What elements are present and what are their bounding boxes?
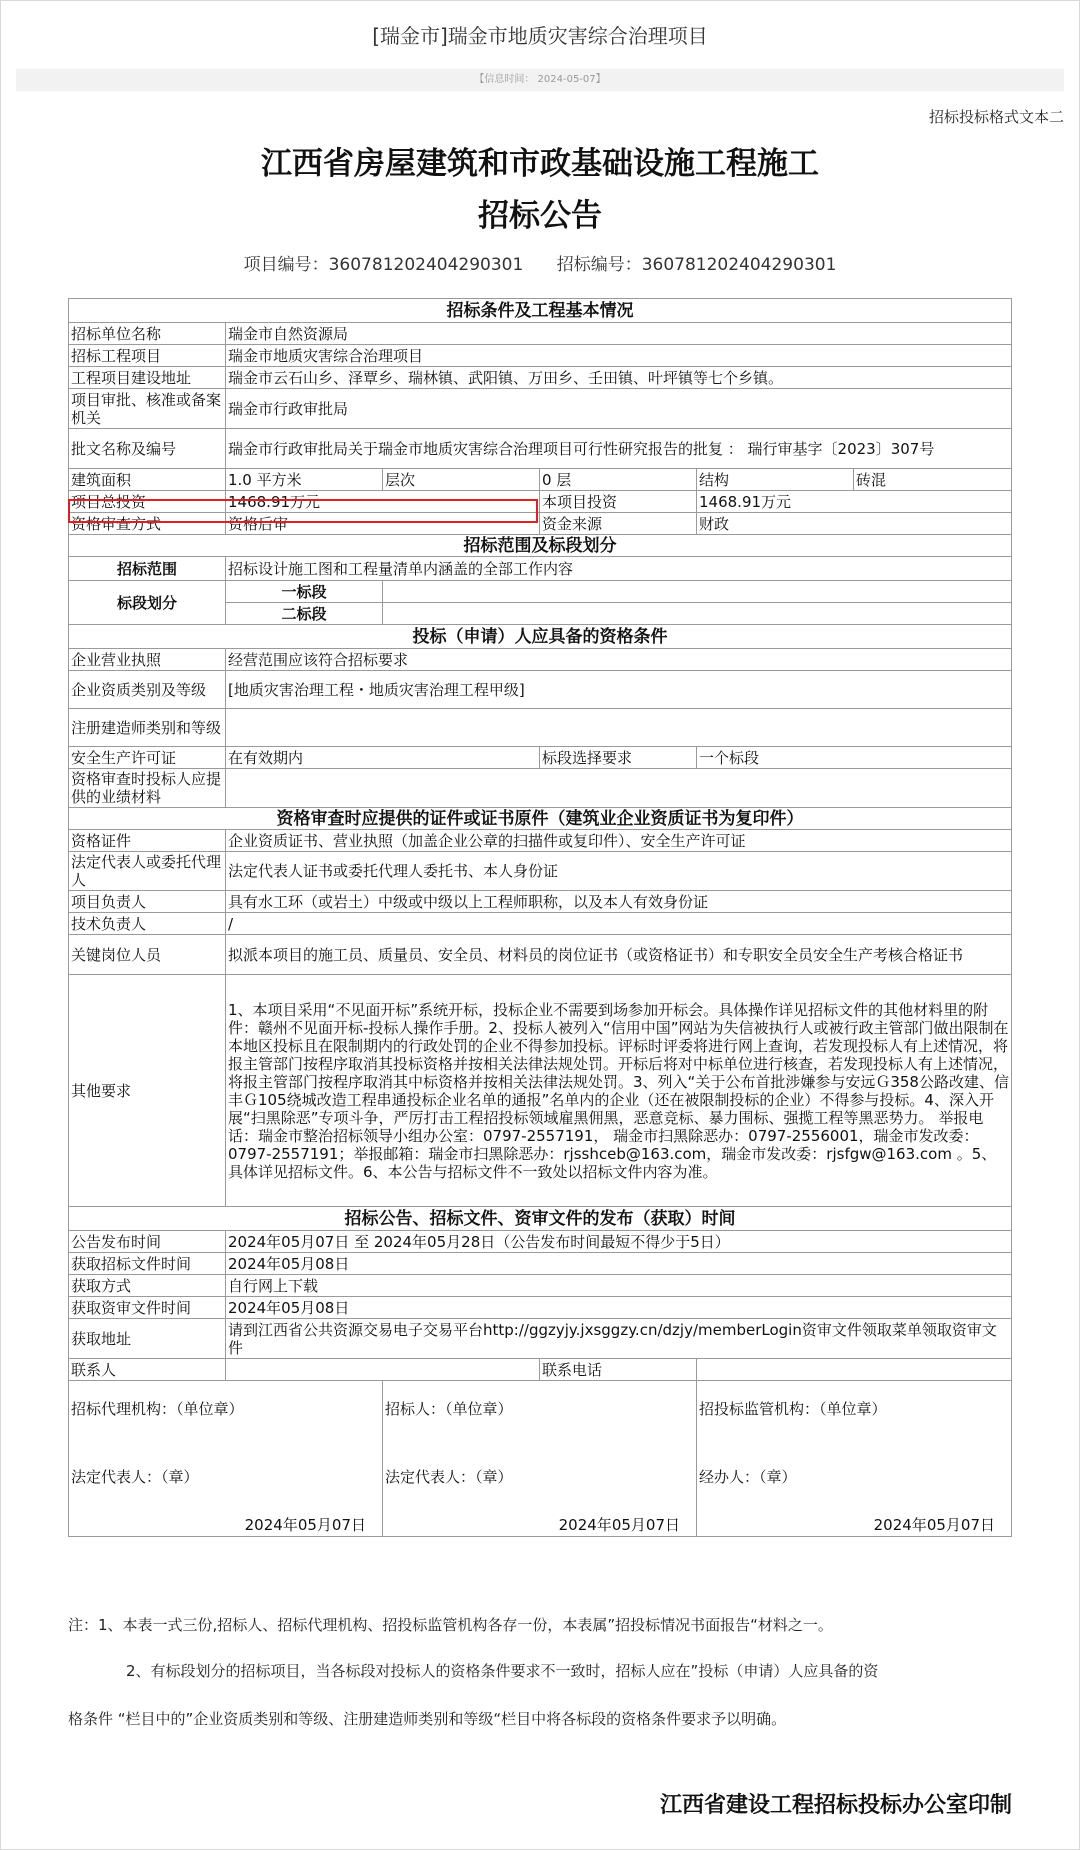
label-engineer: 注册建造师类别和等级	[69, 709, 226, 747]
section-scope: 招标范围及标段划分	[69, 535, 1012, 557]
signature-tenderer	[383, 1381, 697, 1537]
agent-org-seal: 招标代理机构：（单位章）	[71, 1400, 244, 1418]
label-lots: 标段划分	[69, 581, 226, 625]
value-tenderer: 瑞金市自然资源局	[226, 323, 1012, 345]
label-cert: 资格证件	[69, 830, 226, 852]
tenderer-date: 2024年05月07日	[558, 1516, 680, 1534]
label-floors: 层次	[383, 469, 540, 491]
label-notice-time: 公告发布时间	[69, 1231, 226, 1253]
label-approval-doc: 批文名称及编号	[69, 429, 226, 469]
value-legal: 法定代表人证书或委托代理人委托书、本人身份证	[226, 852, 1012, 891]
supervisor-org-seal: 招投标监管机构：（单位章）	[699, 1400, 887, 1418]
agent-rep-seal: 法定代表人：（章）	[71, 1468, 199, 1486]
section-publish: 招标公告、招标文件、资审文件的发布（获取）时间	[69, 1207, 1012, 1231]
value-tech: /	[226, 913, 1012, 935]
investment-highlight-box	[68, 499, 538, 523]
label-get-review-time: 获取资审文件时间	[69, 1297, 226, 1319]
section-basic: 招标条件及工程基本情况	[69, 299, 1012, 323]
format-label: 招标投标格式文本二	[928, 108, 1064, 126]
value-approval-doc: 瑞金市行政审批局关于瑞金市地质灾害综合治理项目可行性研究报告的批复 ： 瑞行审基字〔2023〕307号	[226, 429, 1012, 469]
label-method: 获取方式	[69, 1275, 226, 1297]
tender-code: 招标编号：360781202404290301	[556, 255, 837, 275]
label-location: 工程项目建设地址	[69, 367, 226, 389]
label-fund: 资金来源	[540, 513, 697, 535]
label-structure: 结构	[697, 469, 854, 491]
note-1: 注：1、本表一式三份,招标人、招标代理机构、招投标监管机构各存一份，本表属”招投标情况书面报告“材料之一。	[68, 1616, 833, 1634]
label-phone: 联系电话	[540, 1359, 697, 1381]
label-contact: 联系人	[69, 1359, 226, 1381]
lot-1: 一标段	[226, 581, 383, 603]
doc-title-line2: 招标公告	[478, 198, 602, 234]
value-phone	[697, 1359, 1012, 1381]
label-safety: 安全生产许可证	[69, 747, 226, 769]
value-cert: 企业资质证书、营业执照（加盖企业公章的扫描件或复印件）、安全生产许可证	[226, 830, 1012, 852]
value-license: 经营范围应该符合招标要求	[226, 649, 1012, 671]
value-total-invest: 1468.91万元	[226, 491, 540, 513]
footer-org: 江西省建设工程招标投标办公室印制	[659, 1792, 1012, 1818]
value-grade: [地质灾害治理工程・地质灾害治理工程甲级]	[226, 671, 1012, 709]
label-this-invest: 本项目投资	[540, 491, 697, 513]
label-legal: 法定代表人或委托代理人	[69, 852, 226, 891]
value-project: 瑞金市地质灾害综合治理项目	[226, 345, 1012, 367]
note-2b: 格条件 “栏目中的”企业资质类别和等级、注册建造师类别和等级“栏目中将各标段的资格条件要求予以明确。	[68, 1710, 787, 1728]
value-floors: 0 层	[540, 469, 697, 491]
signature-agent	[69, 1381, 383, 1537]
label-address: 获取地址	[69, 1319, 226, 1359]
value-get-doc-time: 2024年05月08日	[226, 1253, 1012, 1275]
label-area: 建筑面积	[69, 469, 226, 491]
value-lot-choice: 一个标段	[697, 747, 1012, 769]
value-area: 1.0 平方米	[226, 469, 383, 491]
supervisor-rep-seal: 经办人：（章）	[699, 1468, 797, 1486]
doc-title-line1: 江西省房屋建筑和市政基础设施工程施工	[261, 146, 819, 182]
value-structure: 砖混	[854, 469, 1012, 491]
value-pm: 具有水工环（或岩土）中级或中级以上工程师职称，以及本人有效身份证	[226, 891, 1012, 913]
signature-supervisor	[697, 1381, 1012, 1537]
label-get-doc-time: 获取招标文件时间	[69, 1253, 226, 1275]
value-contact	[226, 1359, 540, 1381]
page-title: [瑞金市]瑞金市地质灾害综合治理项目	[372, 24, 708, 48]
tenderer-rep-seal: 法定代表人：（章）	[385, 1468, 513, 1486]
label-review: 资格审查方式	[69, 513, 226, 535]
info-time-bar: 【信息时间： 2024-05-07】	[16, 69, 1064, 91]
label-performance: 资格审查时投标人应提供的业绩材料	[69, 769, 226, 808]
section-qualification: 投标（申请）人应具备的资格条件	[69, 625, 1012, 649]
label-pm: 项目负责人	[69, 891, 226, 913]
value-location: 瑞金市云石山乡、泽覃乡、瑞林镇、武阳镇、万田乡、壬田镇、叶坪镇等七个乡镇。	[226, 367, 1012, 389]
label-tech: 技术负责人	[69, 913, 226, 935]
label-key-staff: 关键岗位人员	[69, 935, 226, 975]
value-method: 自行网上下载	[226, 1275, 1012, 1297]
value-key-staff: 拟派本项目的施工员、质量员、安全员、材料员的岗位证书（或资格证书）和专职安全员安全生产考核合格证书	[226, 935, 1012, 975]
value-engineer	[226, 709, 1012, 747]
label-scope: 招标范围	[69, 557, 226, 581]
lot-2-content	[383, 603, 1012, 625]
project-code: 项目编号：360781202404290301	[243, 255, 524, 275]
value-other: 1、本项目采用“不见面开标”系统开标，投标企业不需要到场参加开标会。具体操作详见招标文件的其他材料里的附件：赣州不见面开标-投标人操作手册。2、投标人被列入“信用中国”网站为失信被执行人或被行政主管部门做出限制在本地区投标且在限制期内的行政处罚的企业不得参加投标。评标时评委将进行网上查询，若发现投标人有上述情况，将报主管部门按程序取消其投标资格并按相关法律法规处罚。开标后将对中标单位进行核查，若发现投标人有上述情况，将报主管部门按程序取消其中标资格并按相关法律法规处罚。3、列入“关于公布首批涉嫌参与安远Ｇ358公路改建、信丰Ｇ105绕城改造工程串通投标企业名单的通报”名单内的企业（还在被限制投标的企业）不得参与投标。4、深入开展“扫黑除恶”专项斗争，严厉打击工程招投标领域雇黑佣黑，恶意竞标、暴力围标、强揽工程等黑恶势力。 举报电话：瑞金市整治招标领导小组办公室：0797-2557191， 瑞金市扫黑除恶办：0797-2556001，瑞金市发改委：0797-2557191；举报邮箱：瑞金市扫黑除恶办：rjsshceb@163.com，瑞金市发改委：rjsfgw@163.com 。5、具体详见招标文件。6、本公告与招标文件不一致处以招标文件内容为准。	[226, 975, 1012, 1207]
supervisor-date: 2024年05月07日	[873, 1516, 995, 1534]
notice-table	[68, 298, 1012, 1537]
label-total-invest: 项目总投资	[69, 491, 226, 513]
label-lot-choice: 标段选择要求	[540, 747, 697, 769]
label-license: 企业营业执照	[69, 649, 226, 671]
value-scope: 招标设计施工图和工程量清单内涵盖的全部工作内容	[226, 557, 1012, 581]
value-review: 资格后审	[226, 513, 540, 535]
lot-1-content	[383, 581, 1012, 603]
section-certificates: 资格审查时应提供的证件或证书原件（建筑业企业资质证书为复印件）	[69, 808, 1012, 830]
label-grade: 企业资质类别及等级	[69, 671, 226, 709]
value-get-review-time: 2024年05月08日	[226, 1297, 1012, 1319]
agent-date: 2024年05月07日	[244, 1516, 366, 1534]
value-notice-time: 2024年05月07日 至 2024年05月28日（公告发布时间最短不得少于5日）	[226, 1231, 1012, 1253]
label-tenderer: 招标单位名称	[69, 323, 226, 345]
lot-2: 二标段	[226, 603, 383, 625]
note-2a: 2、有标段划分的招标项目，当各标段对投标人的资格条件要求不一致时，招标人应在”投标（申请）人应具备的资	[126, 1662, 879, 1680]
tenderer-org-seal: 招标人：（单位章）	[385, 1400, 513, 1418]
value-approval-org: 瑞金市行政审批局	[226, 389, 1012, 429]
value-safety: 在有效期内	[226, 747, 540, 769]
value-performance	[226, 769, 1012, 808]
doc-codes	[0, 250, 1080, 275]
value-address: 请到江西省公共资源交易电子交易平台http://ggzyjy.jxsggzy.cn/dzjy/memberLogin资审文件领取菜单领取资审文件	[226, 1319, 1012, 1359]
value-fund: 财政	[697, 513, 1012, 535]
label-project: 招标工程项目	[69, 345, 226, 367]
label-approval-org: 项目审批、核准或备案机关	[69, 389, 226, 429]
label-other: 其他要求	[69, 975, 226, 1207]
value-this-invest: 1468.91万元	[697, 491, 1012, 513]
